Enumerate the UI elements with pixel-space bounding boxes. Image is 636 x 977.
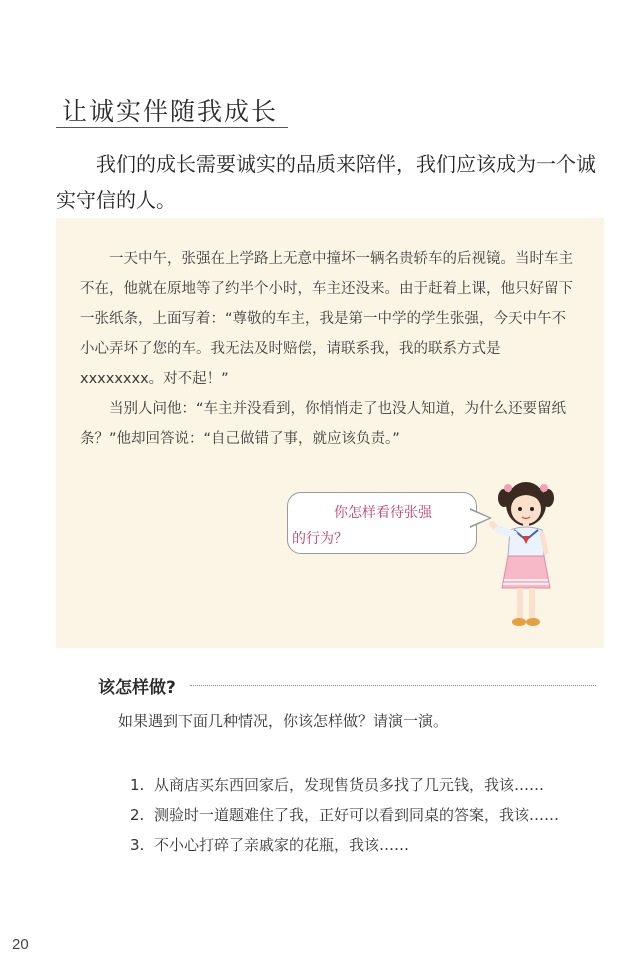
bubble-line-1: 你怎样看待张强 [334,505,432,521]
speech-bubble-text [292,500,472,552]
girl-illustration [484,476,564,636]
list-item [130,770,559,800]
item-number: 2. [130,806,145,824]
item-text: 不小心打碎了亲戚家的花瓶，我该…… [154,836,410,854]
item-number: 1. [130,776,145,794]
item-text: 测验时一道题难住了我，正好可以看到同桌的答案，我该…… [154,806,560,824]
story-paragraph: 当别人问他：“车主并没看到，你悄悄走了也没人知道，为什么还要留纸条？”他却回答说：“自己做错了事，就应该负责。” [80,401,567,447]
item-number: 3. [130,836,145,854]
scenario-list [130,770,559,860]
list-item [130,800,559,830]
title-underline [56,127,288,128]
item-text: 从商店买东西回家后，发现售货员多找了几元钱，我该…… [154,776,545,794]
section-divider [190,685,596,686]
section-title: 该怎样做? [98,678,176,698]
instruction-text: 如果遇到下面几种情况，你该怎样做？请演一演。 [118,712,449,730]
story-text [80,244,580,454]
intro-text: 我们的成长需要诚实的品质来陪伴，我们应该成为一个诚实守信的人。 [56,152,596,212]
page-title: 让诚实伴随我成长 [62,97,279,126]
story-paragraph: 一天中午，张强在上学路上无意中撞坏一辆名贵轿车的后视镜。当时车主不在，他就在原地等了约半个小时，车主还没来。由于赶着上课，他只好留下一张纸条，上面写着：“尊敬的车主，我是第一中学的学生张强，今天中午不小心弄坏了您的车。我无法及时赔偿，请联系我，我的联系方式是xxxxxxxx。对不起！” [80,251,573,387]
list-item [130,830,559,860]
bubble-line-2: 的行为？ [292,531,348,547]
page-number: 20 [12,936,29,953]
